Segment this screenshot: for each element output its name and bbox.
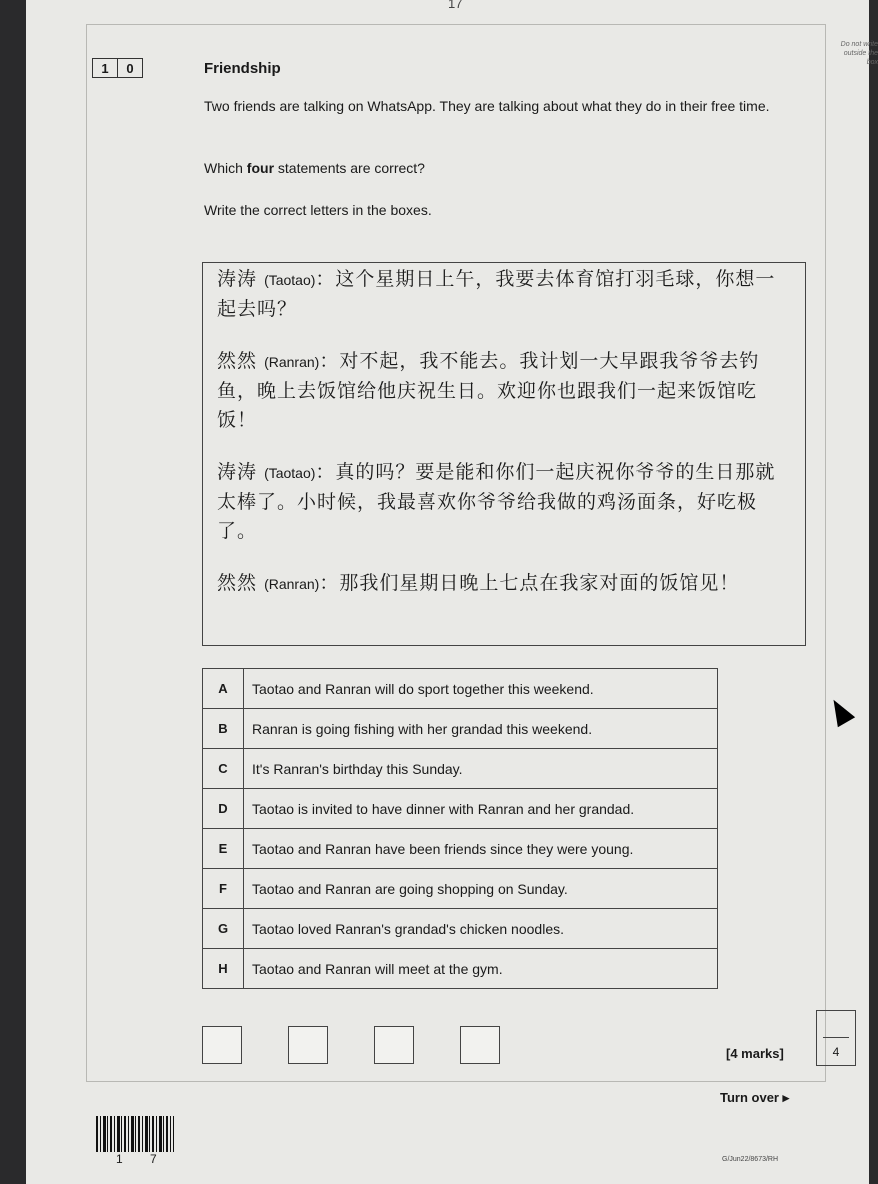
statement-text: Taotao loved Ranran's grandad's chicken noodles. xyxy=(244,909,718,949)
statements-table xyxy=(202,668,718,989)
conversation-message xyxy=(217,347,789,435)
speaker-name: 然然 xyxy=(217,572,258,594)
question-intro: Two friends are talking on WhatsApp. They are talking about what they do in their free time. xyxy=(204,98,770,114)
statement-letter: G xyxy=(203,909,244,949)
turn-over-label: Turn over ▸ xyxy=(720,1090,790,1105)
statement-letter: D xyxy=(203,789,244,829)
statement-letter: C xyxy=(203,749,244,789)
conversation-box xyxy=(202,262,806,646)
conversation-message xyxy=(217,458,789,546)
statement-row xyxy=(203,749,718,789)
mouse-cursor-icon xyxy=(825,695,855,728)
answer-box[interactable] xyxy=(288,1026,328,1064)
statement-row xyxy=(203,949,718,989)
answer-boxes xyxy=(202,1026,500,1064)
message-text: ：真的吗？要是能和你们一起庆祝你爷爷的生日那就太棒了。小时候，我最喜欢你爷爷给我做的鸡汤面条，好吃极了。 xyxy=(217,461,776,542)
statement-row xyxy=(203,909,718,949)
question-number xyxy=(92,58,143,78)
question-number-digit: 0 xyxy=(117,59,142,77)
statement-row xyxy=(203,869,718,909)
statement-letter: B xyxy=(203,709,244,749)
barcode xyxy=(96,1116,174,1152)
question-title: Friendship xyxy=(204,60,281,77)
total-marks-value: 4 xyxy=(832,1045,840,1059)
margin-note: Do not write outside the box xyxy=(840,41,878,66)
marks-label: [4 marks] xyxy=(726,1046,784,1061)
question-number-digit: 1 xyxy=(101,60,109,76)
exam-page xyxy=(26,0,878,1184)
statement-letter: H xyxy=(203,949,244,989)
statement-text: It's Ranran's birthday this Sunday. xyxy=(244,749,718,789)
statement-text: Taotao and Ranran have been friends since they were young. xyxy=(244,829,718,869)
total-marks-box xyxy=(816,1010,856,1066)
statement-text: Taotao and Ranran will do sport together this weekend. xyxy=(244,669,718,709)
message-text: ：对不起，我不能去。我计划一大早跟我爷爷去钓鱼，晚上去饭馆给他庆祝生日。欢迎你也跟我们一起来饭馆吃饭！ xyxy=(217,350,760,431)
statement-letter: A xyxy=(203,669,244,709)
question-which: Which four statements are correct? xyxy=(204,160,425,176)
conversation-message xyxy=(217,265,789,324)
statement-letter: E xyxy=(203,829,244,869)
speaker-romanization: (Taotao) xyxy=(264,272,316,288)
speaker-name: 涛涛 xyxy=(217,461,258,483)
message-text: ：这个星期日上午，我要去体育馆打羽毛球，你想一起去吗？ xyxy=(217,268,776,320)
message-text: ：那我们星期日晚上七点在我家对面的饭馆见！ xyxy=(319,572,740,594)
answer-box[interactable] xyxy=(374,1026,414,1064)
statement-text: Taotao and Ranran are going shopping on Sunday. xyxy=(244,869,718,909)
speaker-romanization: (Ranran) xyxy=(264,576,320,592)
statement-row xyxy=(203,669,718,709)
statement-text: Taotao and Ranran will meet at the gym. xyxy=(244,949,718,989)
speaker-romanization: (Taotao) xyxy=(264,465,316,481)
statement-text: Ranran is going fishing with her grandad this weekend. xyxy=(244,709,718,749)
speaker-name: 涛涛 xyxy=(217,268,258,290)
answer-box[interactable] xyxy=(460,1026,500,1064)
speaker-name: 然然 xyxy=(217,350,258,372)
speaker-romanization: (Ranran) xyxy=(264,354,320,370)
statement-row xyxy=(203,789,718,829)
statement-text: Taotao is invited to have dinner with Ranran and her grandad. xyxy=(244,789,718,829)
statement-row xyxy=(203,709,718,749)
statement-row xyxy=(203,829,718,869)
answer-box[interactable] xyxy=(202,1026,242,1064)
question-write: Write the correct letters in the boxes. xyxy=(204,202,432,218)
page-number: 17 xyxy=(448,0,463,11)
document-code: G/Jun22/8673/RH xyxy=(722,1156,779,1163)
conversation-message xyxy=(217,569,789,599)
statement-letter: F xyxy=(203,869,244,909)
barcode-number: 1 7 xyxy=(116,1152,169,1166)
